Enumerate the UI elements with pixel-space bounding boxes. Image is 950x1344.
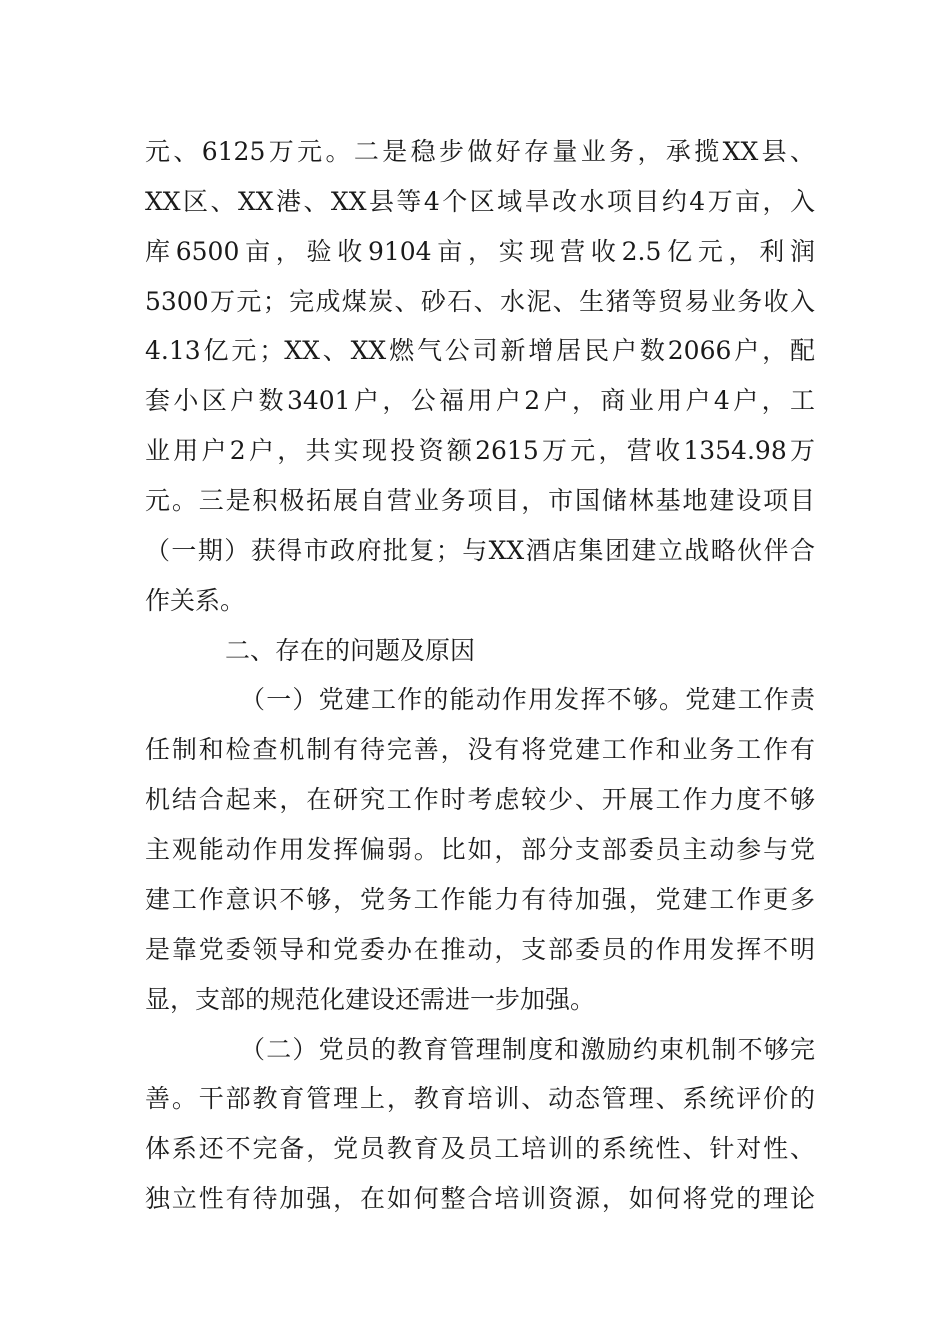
text-line: XX区、XX港、XX县等4个区域旱改水项目约4万亩，入	[145, 187, 815, 216]
text-line: 显，支部的规范化建设还需进一步加强。	[145, 985, 596, 1014]
text-line: 套小区户数3401户，公福用户2户，商业用户4户，工	[145, 386, 815, 415]
section-heading: 二、存在的问题及原因	[225, 636, 476, 665]
text-line: 建工作意识不够，党务工作能力有待加强，党建工作更多	[145, 885, 815, 914]
text-line: 主观能动作用发挥偏弱。比如，部分支部委员主动参与党	[145, 835, 815, 864]
text-line: 5300万元；完成煤炭、砂石、水泥、生猪等贸易业务收入	[145, 287, 815, 316]
text-line: 体系还不完备，党员教育及员工培训的系统性、针对性、	[145, 1134, 815, 1163]
text-line: （一期）获得市政府批复；与XX酒店集团建立战略伙伴合	[145, 536, 815, 565]
text-line: 任制和检查机制有待完善，没有将党建工作和业务工作有	[145, 735, 815, 764]
text-line: 机结合起来，在研究工作时考虑较少、开展工作力度不够	[145, 785, 815, 814]
text-line: 作关系。	[145, 586, 246, 615]
text-line: 业用户2户，共实现投资额2615万元，营收1354.98万	[145, 436, 815, 465]
text-line: 独立性有待加强，在如何整合培训资源，如何将党的理论	[145, 1184, 815, 1213]
text-line: 是靠党委领导和党委办在推动，支部委员的作用发挥不明	[145, 935, 815, 964]
text-line: 库6500亩，验收9104亩，实现营收2.5亿元，利润	[145, 237, 815, 266]
text-line: 善。干部教育管理上，教育培训、动态管理、系统评价的	[145, 1084, 815, 1113]
text-line: 元。三是积极拓展自营业务项目，市国储林基地建设项目	[145, 486, 815, 515]
paragraph-first-line: （二）党员的教育管理制度和激励约束机制不够完	[240, 1035, 815, 1064]
text-line: 4.13亿元；XX、XX燃气公司新增居民户数2066户，配	[145, 336, 815, 365]
text-line: 元、6125万元。二是稳步做好存量业务，承揽XX县、	[145, 137, 815, 166]
paragraph-first-line: （一）党建工作的能动作用发挥不够。党建工作责	[240, 685, 815, 714]
